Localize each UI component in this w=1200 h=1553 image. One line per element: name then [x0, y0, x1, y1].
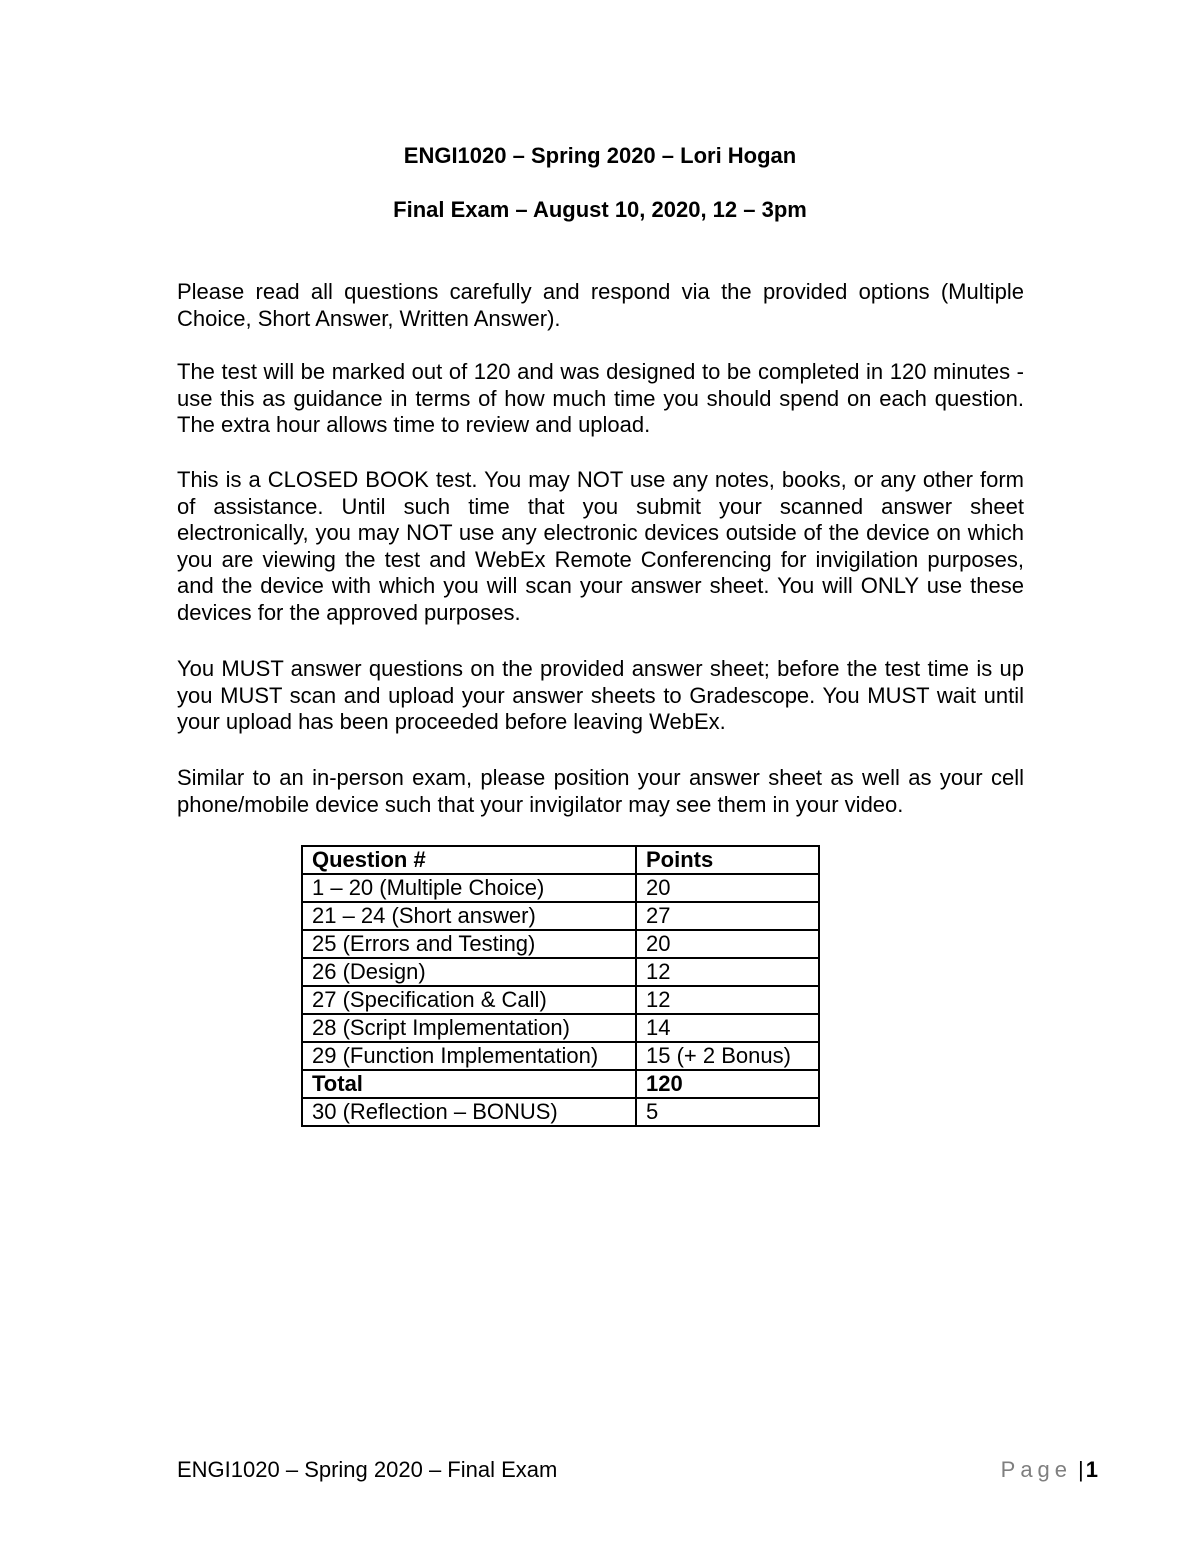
page-label: Page: [1000, 1457, 1073, 1482]
bonus-points-cell: 5: [636, 1098, 819, 1126]
total-row: [302, 1070, 819, 1098]
points-cell: 12: [636, 958, 819, 986]
points-cell: 12: [636, 986, 819, 1014]
points-cell: 27: [636, 902, 819, 930]
table-row: [302, 874, 819, 902]
exam-title: ENGI1020 – Spring 2020 – Lori Hogan: [403, 143, 797, 168]
question-cell: 25 (Errors and Testing): [302, 930, 636, 958]
table-row: [302, 986, 819, 1014]
table-row: [302, 902, 819, 930]
question-cell: 27 (Specification & Call): [302, 986, 636, 1014]
bonus-question-cell: 30 (Reflection – BONUS): [302, 1098, 636, 1126]
question-cell: 29 (Function Implementation): [302, 1042, 636, 1070]
footer-title: ENGI1020 – Spring 2020 – Final Exam: [177, 1457, 558, 1482]
points-cell: 14: [636, 1014, 819, 1042]
points-cell: 20: [636, 874, 819, 902]
positioning-paragraph: Similar to an in-person exam, please position your answer sheet as well as your cell phone/mobile device such that your invigilator may see them in your video.: [177, 765, 1024, 817]
page-number: 1: [1085, 1457, 1098, 1482]
page-separator: |: [1078, 1457, 1084, 1482]
points-cell: 20: [636, 930, 819, 958]
upload-paragraph: You MUST answer questions on the provided answer sheet; before the test time is up you MUST scan and upload your answer sheets to Gradescope. You MUST wait until your upload has been proceeded before leaving WebEx.: [177, 656, 1024, 734]
page-indicator: [1001, 1457, 1098, 1483]
question-cell: 26 (Design): [302, 958, 636, 986]
points-cell: 15 (+ 2 Bonus): [636, 1042, 819, 1070]
header-points: Points: [636, 846, 819, 874]
total-label: Total: [302, 1070, 636, 1098]
table-header-row: [302, 846, 819, 874]
bonus-row: [302, 1098, 819, 1126]
question-cell: 1 – 20 (Multiple Choice): [302, 874, 636, 902]
question-cell: 21 – 24 (Short answer): [302, 902, 636, 930]
total-value: 120: [636, 1070, 819, 1098]
question-cell: 28 (Script Implementation): [302, 1014, 636, 1042]
table-row: [302, 930, 819, 958]
header-question: Question #: [302, 846, 636, 874]
exam-subtitle: Final Exam – August 10, 2020, 12 – 3pm: [393, 197, 807, 222]
closed-book-paragraph: This is a CLOSED BOOK test. You may NOT use any notes, books, or any other form of assistance. Until such time that you submit your scanned answer sheet electronically, you may NOT use any electronic devices outside of the device on which you are viewing the test and WebEx Remote Conferencing for invigilation purposes, and the device with which you will scan your answer sheet. You will ONLY use these devices for the approved purposes.: [177, 467, 1024, 625]
instructions-paragraph: Please read all questions carefully and respond via the provided options (Multiple Choice, Short Answer, Written Answer).: [177, 279, 1024, 331]
points-table: [301, 845, 820, 1127]
timing-paragraph: The test will be marked out of 120 and was designed to be completed in 120 minutes - use this as guidance in terms of how much time you should spend on each question. The extra hour allows time to review and upload.: [177, 359, 1024, 437]
table-row: [302, 958, 819, 986]
table-row: [302, 1042, 819, 1070]
table-row: [302, 1014, 819, 1042]
